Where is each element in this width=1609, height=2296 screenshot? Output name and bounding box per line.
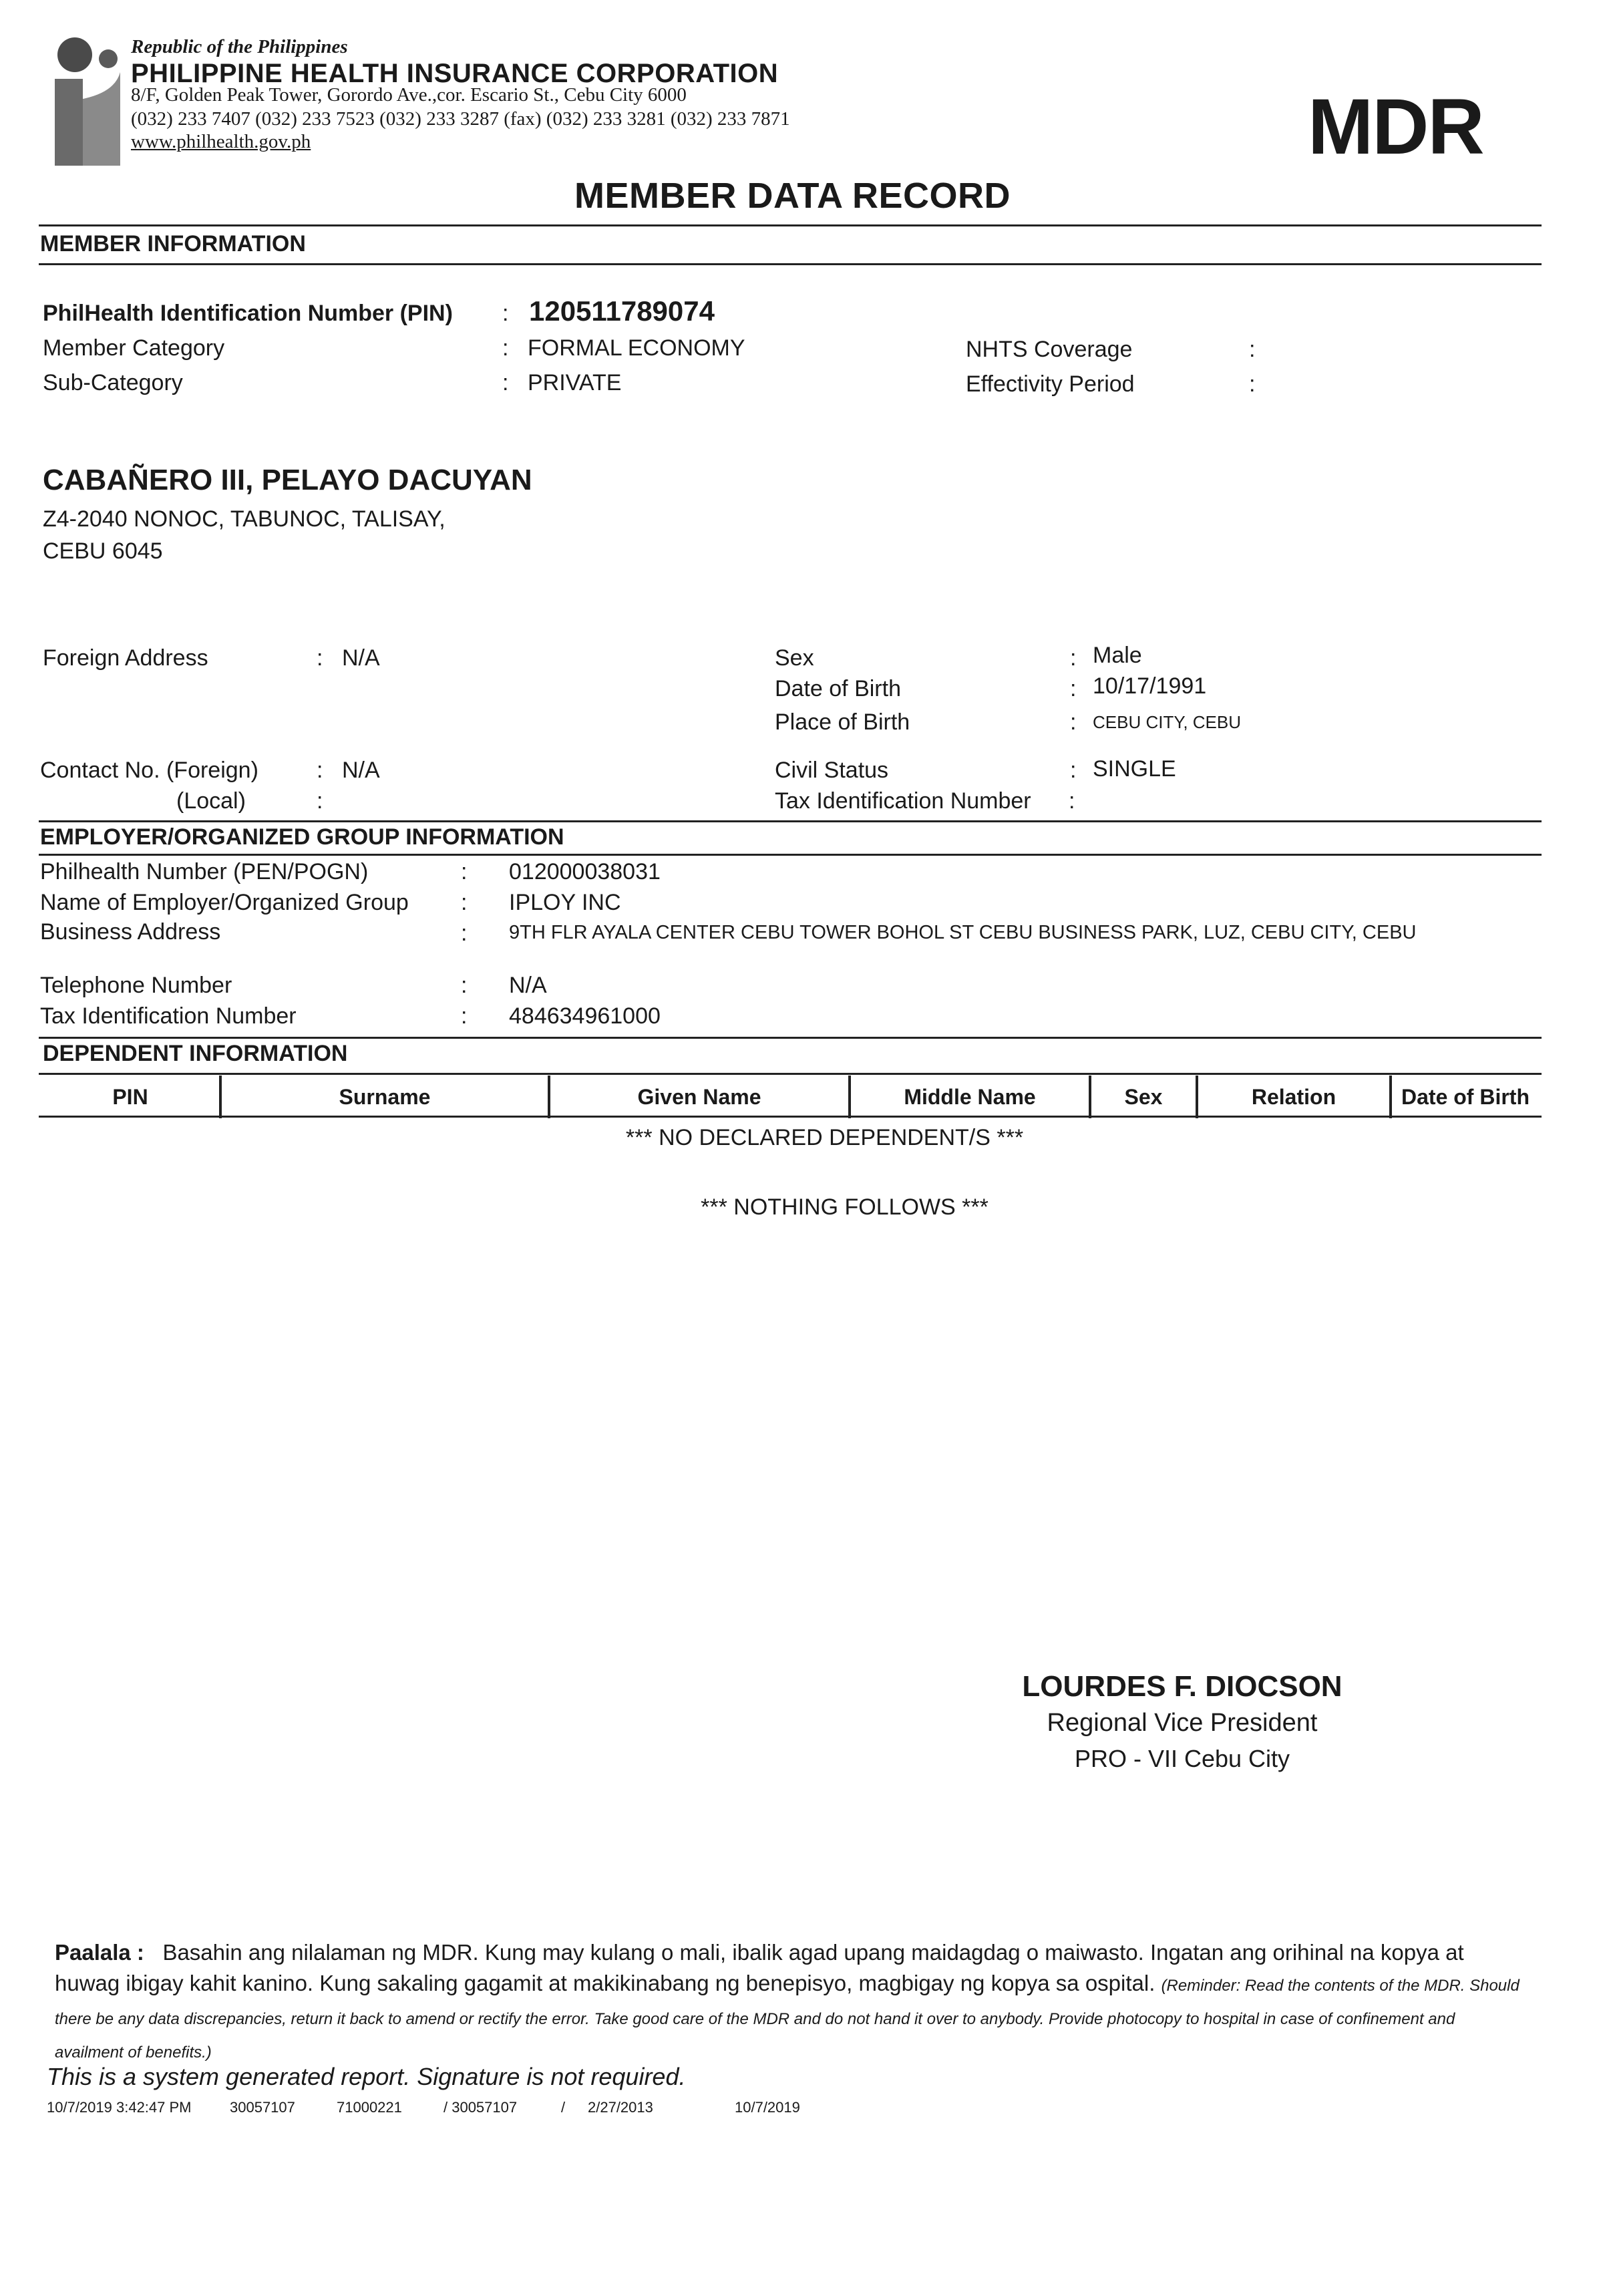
member-category-label: Member Category — [43, 335, 225, 361]
pin-label: PhilHealth Identification Number (PIN) — [43, 301, 453, 326]
place-of-birth-value: CEBU CITY, CEBU — [1093, 712, 1242, 732]
signatory-office: PRO - VII Cebu City — [1074, 1745, 1290, 1772]
employer-tin-label: Tax Identification Number — [40, 1003, 297, 1029]
philhealth-logo — [41, 32, 127, 172]
contact-foreign-value: N/A — [342, 758, 380, 783]
contact-local-label: (Local) — [176, 788, 246, 814]
sub-category-label: Sub-Category — [43, 370, 183, 395]
member-category-value: FORMAL ECONOMY — [528, 335, 745, 361]
employer-tin-colon: : — [461, 1003, 468, 1029]
place-of-birth-colon: : — [1070, 709, 1077, 735]
corporation-name: PHILIPPINE HEALTH INSURANCE CORPORATION — [131, 59, 779, 88]
member-name: CABAÑERO III, PELAYO DACUYAN — [43, 464, 532, 496]
sub-category-value: PRIVATE — [528, 370, 622, 395]
telephone-label: Telephone Number — [40, 973, 232, 998]
signatory-name: LOURDES F. DIOCSON — [1022, 1670, 1343, 1703]
nothing-follows-note: *** NOTHING FOLLOWS *** — [701, 1194, 989, 1220]
corporation-phones: (032) 233 7407 (032) 233 7523 (032) 233 3287 (fax) (032) 233 3281 (032) 233 7871 — [131, 108, 790, 130]
col-header-sex: Sex — [1124, 1084, 1163, 1109]
website-link[interactable]: www.philhealth.gov.ph — [131, 131, 311, 152]
stamp-date-1: 2/27/2013 — [588, 2099, 653, 2116]
foreign-address-value: N/A — [342, 645, 380, 671]
col-header-given-name: Given Name — [637, 1084, 761, 1109]
civil-status-label: Civil Status — [775, 758, 889, 783]
telephone-value: N/A — [509, 973, 547, 998]
reminder-text: (Reminder: Read the contents of the MDR. Should there be any data discrepancies, return it back to amend or rectify the error. Take good care of the MDR and do not hand it over to anybody. Provide photocopy to hospital in case of confinement and availment of benefits.) — [55, 1977, 1519, 2062]
stamp-id-3: / 30057107 — [443, 2099, 518, 2116]
republic-line: Republic of the Philippines — [131, 36, 348, 57]
civil-status-colon: : — [1070, 758, 1077, 783]
sex-value: Male — [1093, 643, 1142, 668]
sex-colon: : — [1070, 645, 1077, 671]
member-address-line1: Z4-2040 NONOC, TABUNOC, TALISAY, — [43, 506, 445, 532]
signatory-title: Regional Vice President — [1047, 1709, 1318, 1737]
business-address-label: Business Address — [40, 919, 221, 945]
pin-value: 120511789074 — [529, 295, 715, 327]
telephone-colon: : — [461, 973, 468, 998]
business-address-colon: : — [461, 921, 468, 946]
employer-tin-value: 484634961000 — [509, 1003, 661, 1029]
col-header-relation: Relation — [1251, 1084, 1336, 1109]
system-generated-note: This is a system generated report. Signature is not required. — [47, 2063, 686, 2090]
contact-local-colon: : — [317, 788, 323, 814]
date-of-birth-value: 10/17/1991 — [1093, 673, 1207, 699]
col-header-middle-name: Middle Name — [904, 1084, 1036, 1109]
paalala-notice — [55, 1937, 1524, 2068]
stamp-id-2: 71000221 — [337, 2099, 402, 2116]
stamp-datetime: 10/7/2019 3:42:47 PM — [47, 2099, 192, 2116]
business-address-value: 9TH FLR AYALA CENTER CEBU TOWER BOHOL ST CEBU BUSINESS PARK, LUZ, CEBU CITY, CEBU — [509, 922, 1417, 943]
sex-label: Sex — [775, 645, 814, 671]
employer-name-colon: : — [461, 890, 468, 915]
col-header-surname: Surname — [339, 1084, 431, 1109]
contact-foreign-colon: : — [317, 758, 323, 783]
pin-colon: : — [502, 301, 509, 326]
no-dependents-note: *** NO DECLARED DEPENDENT/S *** — [625, 1125, 1024, 1150]
stamp-id-1: 30057107 — [230, 2099, 295, 2116]
dependent-info-title: DEPENDENT INFORMATION — [43, 1041, 348, 1066]
employer-info-title: EMPLOYER/ORGANIZED GROUP INFORMATION — [40, 824, 564, 850]
civil-status-value: SINGLE — [1093, 756, 1176, 782]
col-header-pin: PIN — [112, 1084, 148, 1109]
employer-name-value: IPLOY INC — [509, 890, 621, 915]
foreign-address-colon: : — [317, 645, 323, 671]
member-tin-colon: : — [1069, 788, 1075, 814]
date-of-birth-label: Date of Birth — [775, 676, 901, 701]
nhts-coverage-label: NHTS Coverage — [966, 337, 1133, 362]
employer-pen-value: 012000038031 — [509, 859, 661, 884]
effectivity-period-colon: : — [1249, 371, 1256, 397]
member-info-title: MEMBER INFORMATION — [40, 231, 306, 257]
member-category-colon: : — [502, 335, 509, 361]
nhts-coverage-colon: : — [1249, 337, 1256, 362]
employer-pen-label: Philhealth Number (PEN/POGN) — [40, 859, 369, 884]
mdr-badge: MDR — [1308, 83, 1483, 171]
stamp-separator: / — [561, 2099, 566, 2116]
paalala-label: Paalala : — [55, 1940, 144, 1965]
member-tin-label: Tax Identification Number — [775, 788, 1031, 814]
employer-pen-colon: : — [461, 859, 468, 884]
corporation-address: 8/F, Golden Peak Tower, Gorordo Ave.,cor. Escario St., Cebu City 6000 — [131, 84, 687, 106]
employer-name-label: Name of Employer/Organized Group — [40, 890, 409, 915]
sub-category-colon: : — [502, 370, 509, 395]
place-of-birth-label: Place of Birth — [775, 709, 910, 735]
stamp-date-2: 10/7/2019 — [735, 2099, 800, 2116]
foreign-address-label: Foreign Address — [43, 645, 208, 671]
member-address-line2: CEBU 6045 — [43, 538, 163, 564]
effectivity-period-label: Effectivity Period — [966, 371, 1135, 397]
contact-foreign-label: Contact No. (Foreign) — [40, 758, 258, 783]
date-of-birth-colon: : — [1070, 676, 1077, 701]
document-title: MEMBER DATA RECORD — [574, 176, 1011, 216]
col-header-date-of-birth: Date of Birth — [1401, 1084, 1530, 1109]
paalala-text: Basahin ang nilalaman ng MDR. Kung may kulang o mali, ibalik agad upang maidagdag o maiwasto. Ingatan ang orihinal na kopya at huwag ibigay kahit kanino. Kung sakaling gagamit at makikinabang ng benepisyo, magbigay ng kopya sa ospital. — [55, 1940, 1464, 1995]
